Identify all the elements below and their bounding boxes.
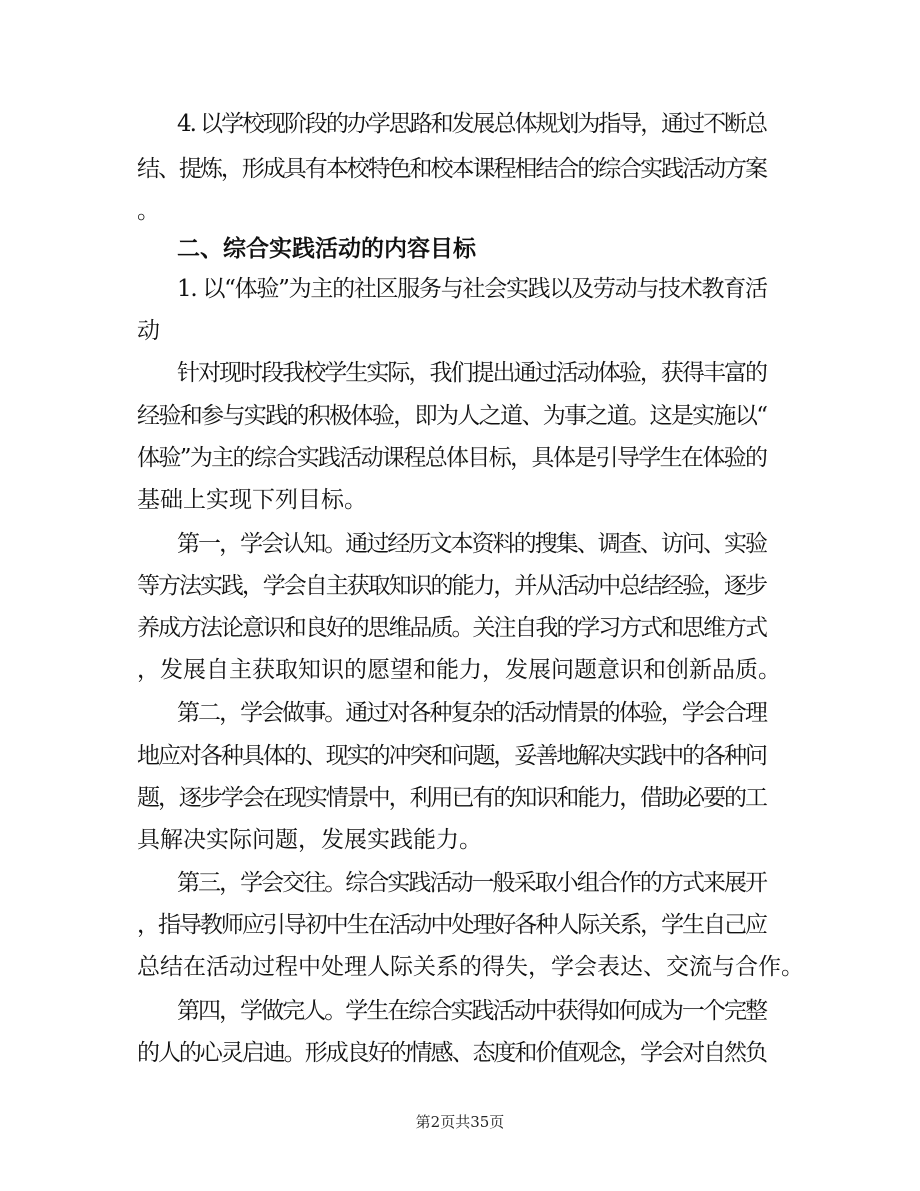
paragraph-line	[0, 435, 920, 481]
paragraph-line	[0, 817, 920, 863]
paragraph-line	[0, 393, 920, 439]
line-text: 1. 以“体验”为主的社区服务与社会实践以及劳动与技术教育活	[177, 276, 767, 302]
paragraph-line	[0, 902, 920, 948]
line-text: 题，逐步学会在现实情景中，利用已有的知识和能力，借助必要的工	[137, 785, 766, 811]
line-text: 具解决实际问题，发展实践能力。	[137, 827, 482, 853]
line-text: 动	[137, 318, 160, 344]
line-text: 的人的心灵启迪。形成良好的情感、态度和价值观念，学会对自然负	[137, 1040, 766, 1066]
paragraph-line	[0, 477, 920, 523]
paragraph-line	[0, 1030, 920, 1076]
paragraph-line	[0, 146, 920, 192]
line-text: 第四，学做完人。学生在综合实践活动中获得如何成为一个完整	[177, 998, 767, 1024]
line-text: 基础上实现下列目标。	[137, 487, 367, 513]
paragraph-line	[0, 350, 920, 396]
paragraph-line	[0, 733, 920, 779]
line-text: 4. 以学校现阶段的办学思路和发展总体规划为指导，通过不断总	[177, 111, 766, 137]
paragraph-line	[0, 988, 920, 1034]
paragraph-line	[0, 521, 920, 567]
section-heading-text: 二、综合实践活动的内容目标	[177, 235, 476, 262]
subsection-heading	[0, 266, 920, 312]
line-text: 。	[137, 198, 160, 224]
line-text: 第一，学会认知。通过经历文本资料的搜集、调查、访问、实验	[177, 531, 767, 557]
line-text: 总结在活动过程中处理人际关系的得失，学会表达、交流与合作。	[137, 954, 804, 980]
paragraph-line	[0, 563, 920, 609]
page-number: 第2页共35页	[415, 1113, 505, 1131]
line-text: 地应对各种具体的、现实的冲突和问题，妥善地解决实践中的各种问	[137, 743, 766, 769]
line-text: 结、提炼，形成具有本校特色和校本课程相结合的综合实践活动方案	[137, 156, 766, 182]
line-text: ，指导教师应引导初中生在活动中处理好各种人际关系，学生自己应	[137, 912, 766, 938]
paragraph-line	[0, 690, 920, 736]
line-text: 等方法实践，学会自主获取知识的能力，并从活动中总结经验，逐步	[137, 573, 766, 599]
paragraph-line	[0, 944, 920, 990]
line-text: 第二，学会做事。通过对各种复杂的活动情景的体验，学会合理	[177, 700, 767, 726]
paragraph-line	[0, 308, 920, 354]
paragraph-line	[0, 647, 920, 693]
paragraph-line	[0, 101, 920, 147]
line-text: 针对现时段我校学生实际，我们提出通过活动体验，获得丰富的	[177, 360, 767, 386]
paragraph-line	[0, 605, 920, 651]
paragraph-line	[0, 860, 920, 906]
line-text: 经验和参与实践的积极体验，即为人之道、为事之道。这是实施以“	[137, 403, 767, 429]
line-text: ，发展自主获取知识的愿望和能力，发展问题意识和创新品质。	[137, 657, 781, 683]
line-text: 养成方法论意识和良好的思维品质。关注自我的学习方式和思维方式	[137, 615, 766, 641]
paragraph-line	[0, 775, 920, 821]
line-text: 体验”为主的综合实践活动课程总体目标，具体是引导学生在体验的	[137, 445, 767, 471]
line-text: 第三，学会交往。综合实践活动一般采取小组合作的方式来展开	[177, 870, 767, 896]
